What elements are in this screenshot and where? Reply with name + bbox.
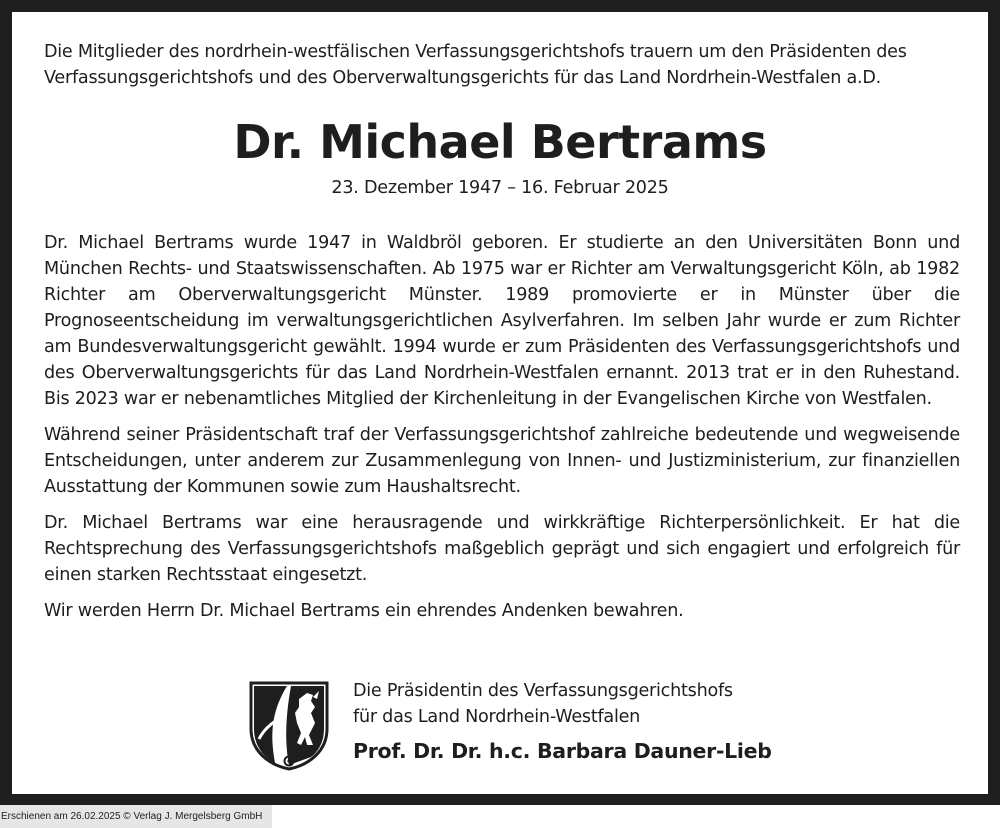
nrw-coat-of-arms-icon [247,679,331,771]
signatory-name: Prof. Dr. Dr. h.c. Barbara Dauner-Lieb [353,739,772,763]
tribute-paragraph: Dr. Michael Bertrams war eine herausragende und wirkkräftige Richterpersönlichkeit. Er hat die Rechtsprechung des Verfassungsgerichtshofs maßgeblich geprägt und sich engagiert und erfolgreich für einen starken Rechtsstaat eingesetzt. [44,513,960,585]
publication-footer: Erschienen am 26.02.2025 © Verlag J. Mergelsberg GmbH [0,805,272,828]
obituary-notice [12,12,988,794]
closing-paragraph: Wir werden Herrn Dr. Michael Bertrams ein ehrendes Andenken bewahren. [44,601,684,621]
life-dates: 23. Dezember 1947 – 16. Februar 2025 [331,178,669,198]
deceased-name: Dr. Michael Bertrams [233,115,767,169]
signature-title: Die Präsidentin des Verfassungsgerichtshofs [353,681,733,701]
biography [44,230,960,624]
signature-block [353,678,772,765]
presidency-paragraph: Während seiner Präsidentschaft traf der Verfassungsgerichtshof zahlreiche bedeutende und wegweisende Entscheidungen, unter anderem zur Zusammenlegung von Innen- und Justizministerium, zur finanziellen Ausstattung der Kommunen sowie zum Haushaltsrecht. [44,425,960,497]
biography-paragraph: Dr. Michael Bertrams wurde 1947 in Waldbröl geboren. Er studierte an den Universitäten Bonn und München Rechts- und Staatswissenschaften. Ab 1975 war er Richter am Verwaltungsgericht Köln, ab 1982 Richter am Oberverwaltungsgericht Münster. 1989 promovierte er in Münster über die Prognoseentscheidung im verwaltungsgerichtlichen Asylverfahren. Im selben Jahr wurde er zum Richter am Bundesverwaltungsgericht gewählt. 1994 wurde er zum Präsidenten des Verfassungsgerichtshofs und des Oberverwaltungsgerichts für das Land Nordrhein-Westfalen ernannt. 2013 trat er in den Ruhestand. Bis 2023 war er nebenamtliches Mitglied der Kirchenleitung in der Evangelischen Kirche von Westfalen. [44,233,960,409]
intro-text: Die Mitglieder des nordrhein-westfälischen Verfassungsgerichtshofs trauern um den Präsidenten des Verfassungsgerichtshofs und des Oberverwaltungsgerichts für das Land Nordrhein-Westfalen a.D. [44,42,907,88]
signature-subtitle: für das Land Nordrhein-Westfalen [353,707,641,727]
